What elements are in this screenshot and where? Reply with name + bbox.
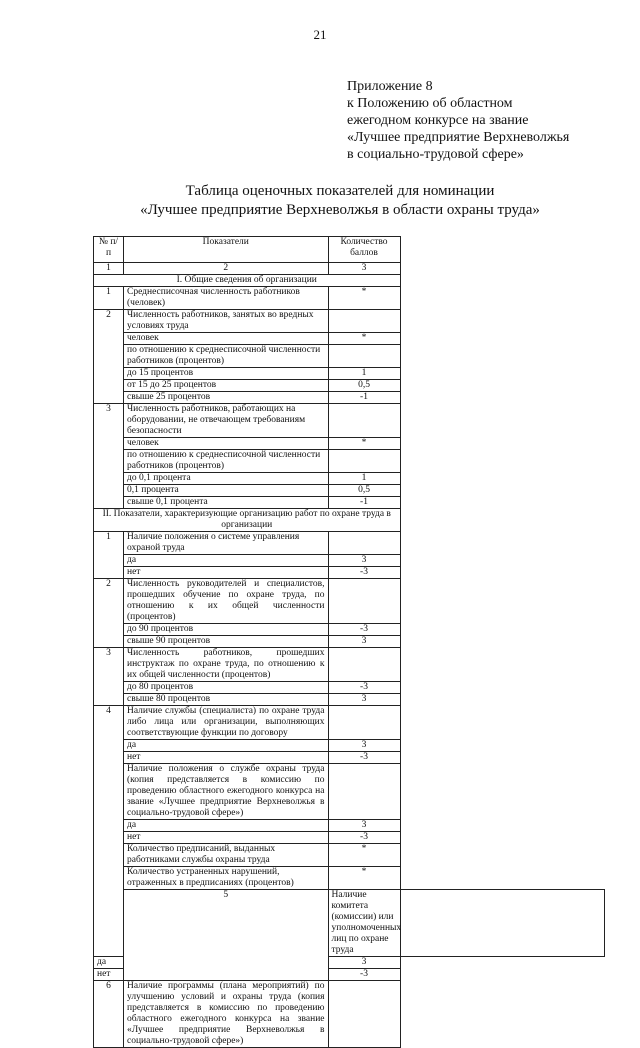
row-number: 3 (94, 404, 124, 509)
row-points (328, 579, 400, 624)
table-row (94, 438, 605, 450)
table-row (94, 682, 605, 694)
table-row (94, 981, 605, 1048)
table-header-row (94, 237, 605, 263)
table-row (94, 832, 605, 844)
row-text: да (124, 555, 329, 567)
table-row (94, 694, 605, 706)
table-row (94, 890, 605, 957)
table-row (94, 624, 605, 636)
col-number: 3 (328, 263, 400, 275)
section-row (94, 509, 605, 532)
row-points (328, 764, 400, 820)
table-row (94, 567, 605, 579)
row-points: -3 (328, 832, 400, 844)
row-number: 4 (94, 706, 124, 957)
table-row (94, 485, 605, 497)
table-row (94, 706, 605, 740)
row-points (400, 890, 605, 957)
row-points (328, 404, 400, 438)
row-points (328, 532, 400, 555)
table-row (94, 648, 605, 682)
row-text: Численность работников, занятых во вредных условиях труда (124, 310, 329, 333)
page-title (0, 182, 640, 220)
row-points: 1 (328, 368, 400, 380)
table-row (94, 844, 605, 867)
table-row (94, 392, 605, 404)
row-points: * (328, 844, 400, 867)
section-title: II. Показатели, характеризующие организацию работ по охране труда в организации (94, 509, 401, 532)
row-text: Среднесписочная численность работников (человек) (124, 287, 329, 310)
row-number: 5 (124, 890, 329, 981)
row-points (328, 706, 400, 740)
row-points: 3 (328, 694, 400, 706)
column-numbers-row (94, 263, 605, 275)
row-number: 3 (94, 648, 124, 706)
row-points: -3 (328, 624, 400, 636)
row-text: Численность работников, работающих на оборудовании, не отвечающем требованиям безопасности (124, 404, 329, 438)
table-row (94, 740, 605, 752)
appendix-line: к Положению об областном (347, 96, 513, 111)
row-points: 3 (328, 820, 400, 832)
row-points: -1 (328, 392, 400, 404)
table-row (94, 867, 605, 890)
row-text: свыше 90 процентов (124, 636, 329, 648)
appendix-line: Приложение 8 (347, 79, 433, 94)
table-row (94, 820, 605, 832)
row-points: 3 (328, 957, 400, 969)
row-text: да (94, 957, 124, 969)
header-indicators: Показатели (124, 237, 329, 263)
row-text: от 15 до 25 процентов (124, 380, 329, 392)
row-text: свыше 0,1 процента (124, 497, 329, 509)
row-text: Численность руководителей и специалистов, прошедших обучение по охране труда, по отношению к их общей численности (процентов) (124, 579, 329, 624)
row-points: -3 (328, 752, 400, 764)
table-row (94, 555, 605, 567)
table-row (94, 333, 605, 345)
row-number: 1 (94, 532, 124, 579)
row-points: * (328, 438, 400, 450)
table-row (94, 368, 605, 380)
table-row (94, 287, 605, 310)
row-points (328, 981, 400, 1048)
row-points: * (328, 333, 400, 345)
row-text: Количество устраненных нарушений, отраженных в предписаниях (процентов) (124, 867, 329, 890)
table-row (94, 579, 605, 624)
row-points: 0,5 (328, 380, 400, 392)
table-row (94, 752, 605, 764)
row-text: Наличие положения о системе управления охраной труда (124, 532, 329, 555)
row-text: Наличие службы (специалиста) по охране труда либо лица или организации, выполняющих соответствующие функции по договору (124, 706, 329, 740)
indicators-table (93, 236, 605, 1048)
row-text: нет (94, 969, 124, 981)
row-number: 2 (94, 579, 124, 648)
appendix-line: «Лучшее предприятие Верхневолжья (347, 130, 570, 145)
title-line: «Лучшее предприятие Верхневолжья в области охраны труда» (140, 202, 540, 218)
row-text: Численность работников, прошедших инструктаж по охране труда, по отношению к их общей численности (процентов) (124, 648, 329, 682)
row-points: 3 (328, 555, 400, 567)
row-text: свыше 80 процентов (124, 694, 329, 706)
row-number: 1 (94, 287, 124, 310)
row-points: * (328, 287, 400, 310)
row-points: -3 (328, 969, 400, 981)
section-title: I. Общие сведения об организации (94, 275, 401, 287)
row-text: до 15 процентов (124, 368, 329, 380)
table-row (94, 764, 605, 820)
table-row (94, 497, 605, 509)
section-row (94, 275, 605, 287)
row-text: Количество предписаний, выданных работниками службы охраны труда (124, 844, 329, 867)
appendix-line: в социально-трудовой сфере» (347, 147, 524, 162)
table-row (94, 380, 605, 392)
row-text: человек (124, 438, 329, 450)
row-text: свыше 25 процентов (124, 392, 329, 404)
row-text: по отношению к среднесписочной численности работников (процентов) (124, 345, 329, 368)
table-row (94, 345, 605, 368)
page-number: 21 (313, 27, 327, 42)
row-points: -3 (328, 682, 400, 694)
row-text: да (124, 820, 329, 832)
row-text: до 80 процентов (124, 682, 329, 694)
appendix-line: ежегодном конкурсе на звание (347, 113, 529, 128)
row-points: 3 (328, 636, 400, 648)
col-number: 2 (124, 263, 329, 275)
row-points: -3 (328, 567, 400, 579)
table-row (94, 473, 605, 485)
row-points: * (328, 867, 400, 890)
row-points (328, 648, 400, 682)
row-text: по отношению к среднесписочной численности работников (процентов) (124, 450, 329, 473)
row-points (328, 450, 400, 473)
col-number: 1 (94, 263, 124, 275)
title-line: Таблица оценочных показателей для номинации (185, 183, 495, 199)
appendix-header (347, 78, 569, 163)
table-row (94, 450, 605, 473)
row-number: 2 (94, 310, 124, 404)
row-text: нет (124, 832, 329, 844)
header-num: № п/п (94, 237, 124, 263)
row-text: до 0,1 процента (124, 473, 329, 485)
table-row (94, 404, 605, 438)
row-text: Наличие комитета (комиссии) или уполномоченных лиц по охране труда (328, 890, 400, 957)
row-text: человек (124, 333, 329, 345)
row-text: до 90 процентов (124, 624, 329, 636)
row-text: Наличие положения о службе охраны труда (копия представляется в комиссию по проведению областного ежегодного конкурса на звание «Лучшее предприятие Верхневолжья в социально-трудовой сфере») (124, 764, 329, 820)
row-text: 0,1 процента (124, 485, 329, 497)
table-row (94, 310, 605, 333)
row-points (328, 310, 400, 333)
row-points: 3 (328, 740, 400, 752)
row-points: 0,5 (328, 485, 400, 497)
table-row (94, 532, 605, 555)
row-text: нет (124, 752, 329, 764)
table-row (94, 636, 605, 648)
row-text: Наличие программы (плана мероприятий) по улучшению условий и охраны труда (копия представляется в комиссию по проведению областного ежегодного конкурса на звание «Лучшее предприятие Верхневолжья в социально-трудовой сфере») (124, 981, 329, 1048)
row-text: нет (124, 567, 329, 579)
row-text: да (124, 740, 329, 752)
row-points (328, 345, 400, 368)
row-points: 1 (328, 473, 400, 485)
header-points: Количество баллов (328, 237, 400, 263)
row-points: -1 (328, 497, 400, 509)
row-number: 6 (94, 981, 124, 1048)
